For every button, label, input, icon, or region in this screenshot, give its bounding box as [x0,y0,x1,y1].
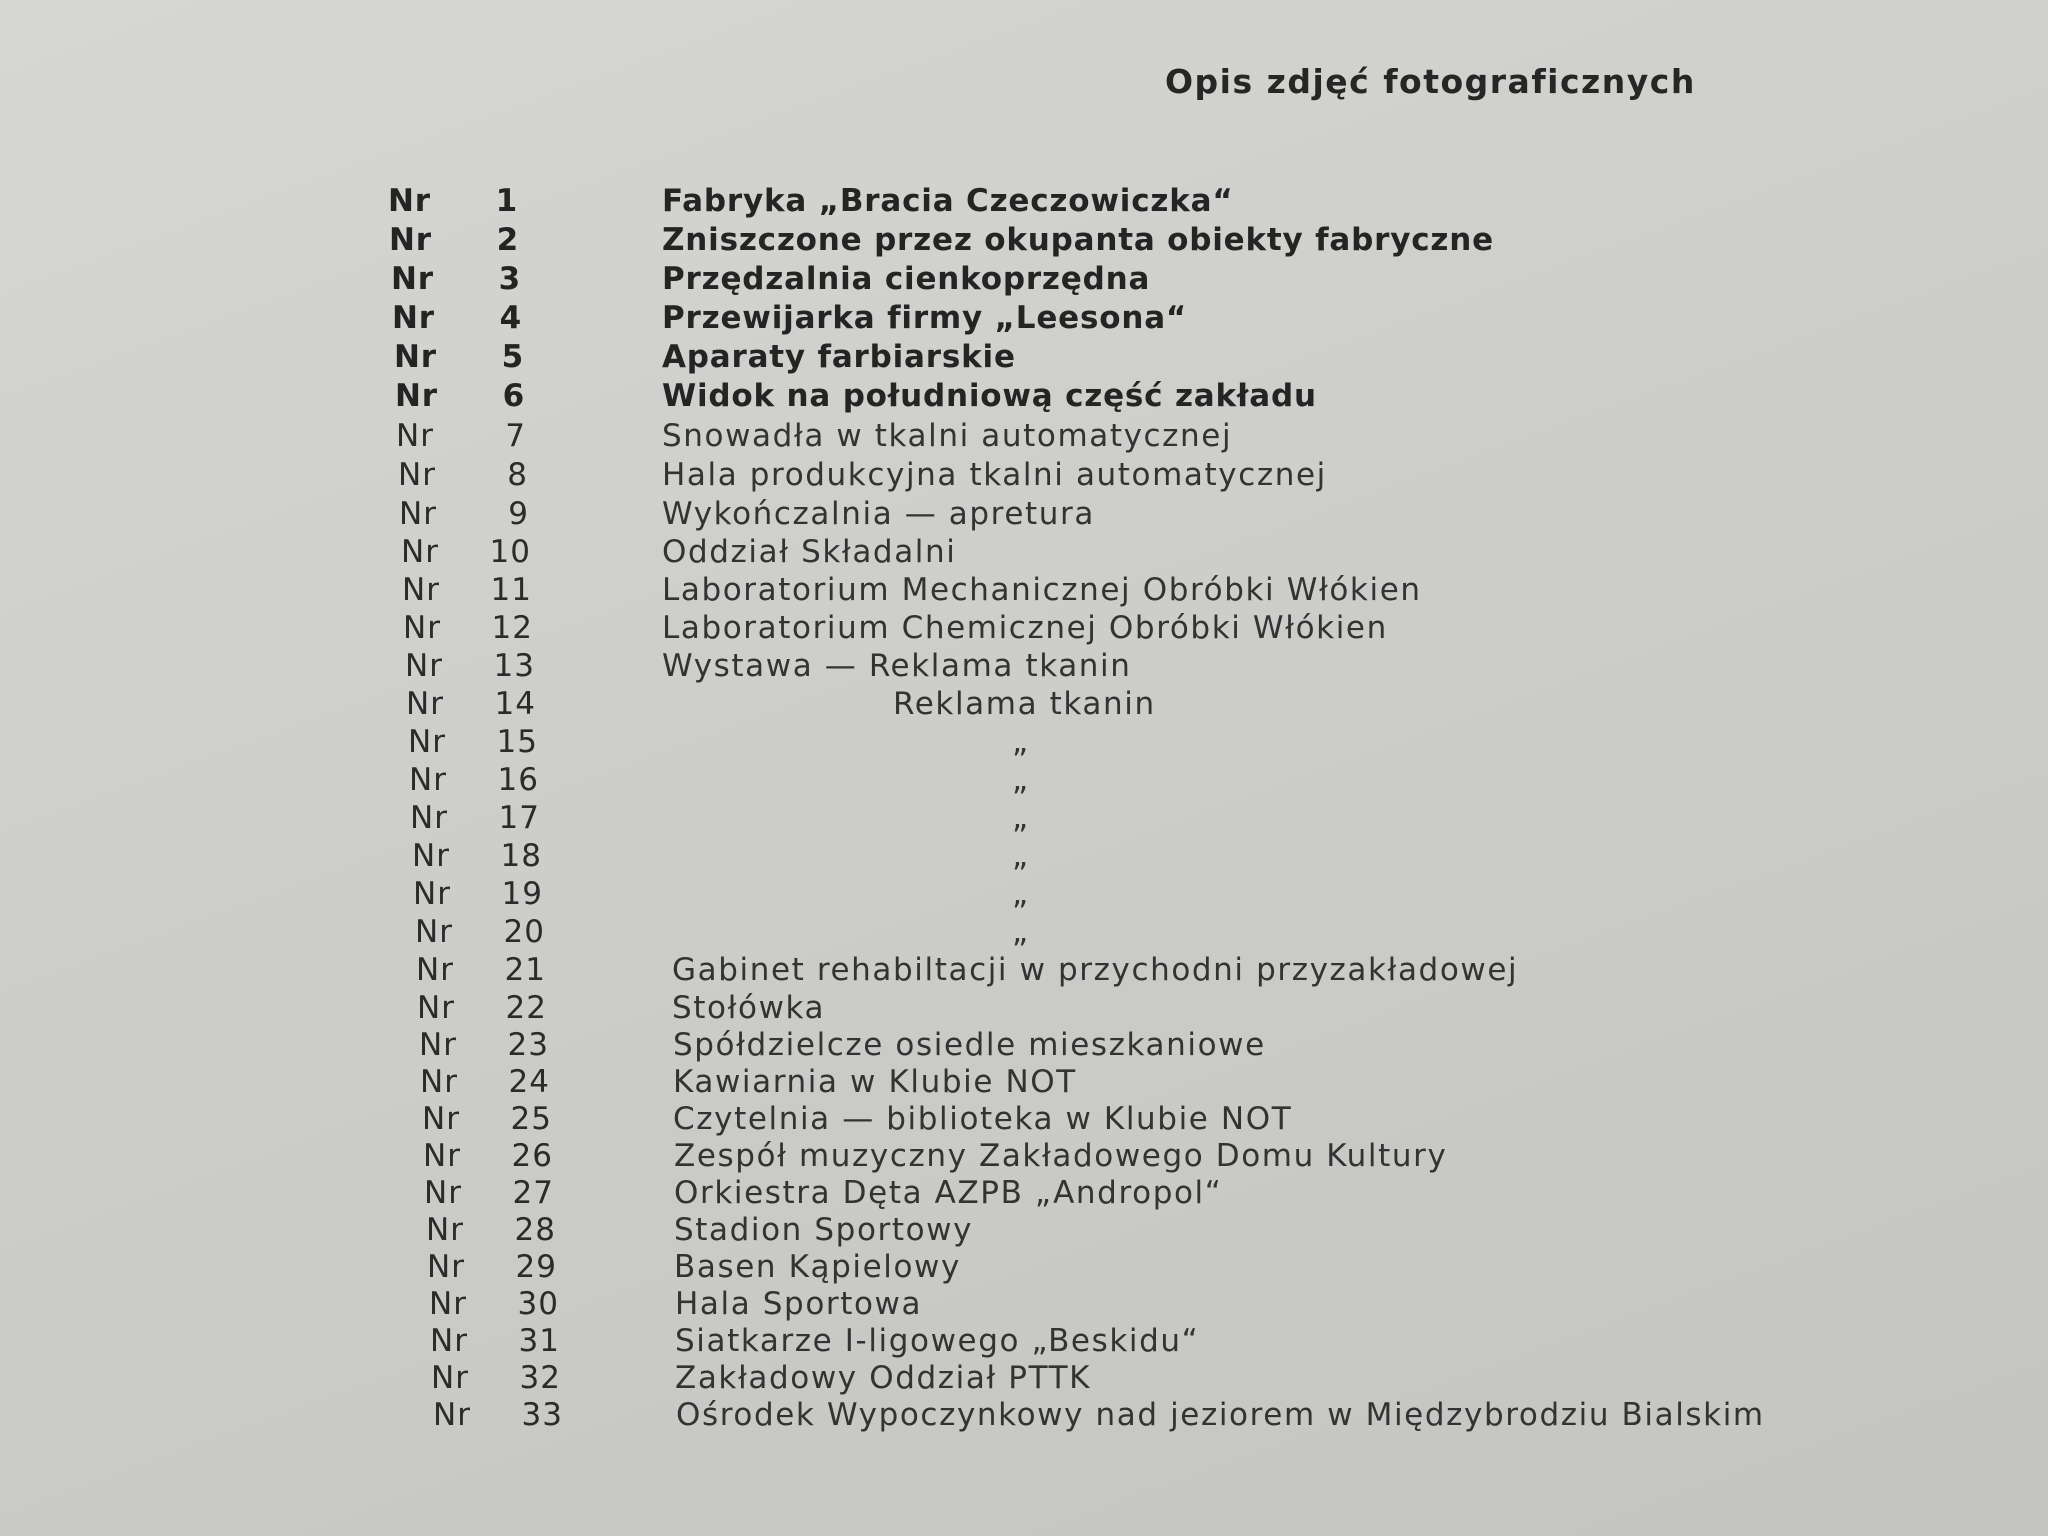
entry-description: Kawiarnia w Klubie NOT [673,1064,1077,1100]
entry-number-value: 31 [518,1323,560,1359]
entry-number-value: 6 [502,378,525,414]
entry-number [401,534,531,570]
entry-description: Przewijarka firmy „Leesona“ [662,300,1188,336]
entry-description: Hala produkcyjna tkalni automatycznej [662,457,1327,493]
entry-number [422,1101,552,1137]
entry-number-label: Nr [419,1027,457,1063]
entry-number-label: Nr [415,914,453,950]
entry-number-value: 28 [514,1212,556,1248]
entry-number-value: 8 [507,457,528,493]
entry-number-value: 26 [511,1138,553,1174]
entry-description: Reklama tkanin [893,686,1156,722]
entry-number-label: Nr [408,724,446,760]
entry-number [429,1286,559,1322]
entry-number-label: Nr [420,1064,458,1100]
entry-number-value: 29 [515,1249,557,1285]
entry-number [417,990,547,1026]
entry-number-value: 1 [495,183,518,219]
entry-number [408,724,538,760]
entry-number-value: 7 [505,418,526,454]
list-item [0,1101,2048,1139]
entry-number [419,1027,549,1063]
entry-description: Basen Kąpielowy [674,1249,961,1285]
entry-number-label: Nr [417,990,455,1026]
entry-number [391,261,521,297]
entry-number [431,1360,561,1396]
entry-description: Orkiestra Dęta AZPB „Andropol“ [674,1175,1223,1211]
entry-number [423,1138,553,1174]
entry-number-value: 19 [501,876,543,912]
entry-number-label: Nr [429,1286,467,1322]
page-title: Opis zdjęć fotograficznych [1165,62,1696,101]
entry-number-label: Nr [410,800,448,836]
entry-number [405,648,535,684]
entry-description: Spółdzielcze osiedle mieszkaniowe [673,1027,1266,1063]
entry-number-value: 12 [491,610,533,646]
entry-number-label: Nr [426,1212,464,1248]
list-item [0,952,2048,990]
list-item [0,800,2048,838]
entry-number [410,800,540,836]
entry-description: Fabryka „Bracia Czeczowiczka“ [662,183,1234,219]
entry-number [398,457,528,493]
list-item [0,610,2048,648]
entry-number [430,1323,560,1359]
list-item [0,762,2048,800]
entry-description: „ [1012,914,1030,950]
entry-number-label: Nr [433,1397,471,1433]
entry-description: „ [1012,838,1030,874]
entry-number-label: Nr [389,222,432,258]
list-item [0,686,2048,724]
entry-description: Wykończalnia — apretura [662,496,1095,532]
entry-number-value: 32 [519,1360,561,1396]
list-item [0,838,2048,876]
entry-description: Czytelnia — biblioteka w Klubie NOT [673,1101,1293,1137]
entry-number-value: 14 [494,686,536,722]
entry-description: „ [1012,876,1030,912]
list-item [0,339,2048,377]
entry-number-label: Nr [402,572,440,608]
list-item [0,876,2048,914]
list-item [0,1286,2048,1324]
entry-number [402,572,532,608]
entry-number [388,183,518,219]
entry-number-value: 13 [493,648,535,684]
list-item [0,648,2048,686]
entry-description: „ [1012,800,1030,836]
entry-number-label: Nr [423,1138,461,1174]
entry-number-label: Nr [388,183,431,219]
entry-description: „ [1012,724,1030,760]
entry-number-label: Nr [405,648,443,684]
entry-number [420,1064,550,1100]
entry-number [389,222,519,258]
entry-number-label: Nr [396,418,434,454]
entry-number-label: Nr [394,339,437,375]
entry-description: Siatkarze I-ligowego „Beskidu“ [675,1323,1200,1359]
entry-number-label: Nr [422,1101,460,1137]
entry-description: „ [1012,762,1030,798]
entry-number-label: Nr [403,610,441,646]
entry-number [392,300,522,336]
list-item [0,222,2048,260]
list-item [0,1360,2048,1398]
list-item [0,914,2048,952]
entry-number [416,952,546,988]
list-item [0,1175,2048,1213]
entry-description: Laboratorium Mechanicznej Obróbki Włókien [662,572,1422,608]
entry-number-label: Nr [413,876,451,912]
entry-number-value: 4 [499,300,522,336]
entry-number-value: 30 [517,1286,559,1322]
entry-description: Laboratorium Chemicznej Obróbki Włókien [662,610,1388,646]
entry-number-value: 33 [521,1397,563,1433]
entry-number-label: Nr [391,261,434,297]
entry-number-label: Nr [398,457,436,493]
entry-number-value: 16 [497,762,539,798]
entry-number-label: Nr [424,1175,462,1211]
entry-number-label: Nr [430,1323,468,1359]
list-item [0,1212,2048,1250]
list-item [0,183,2048,221]
entry-number-value: 11 [490,572,532,608]
entry-number-value: 17 [498,800,540,836]
entry-number-label: Nr [427,1249,465,1285]
entry-number [406,686,536,722]
entry-number-value: 9 [508,496,529,532]
list-item [0,457,2048,495]
list-item [0,378,2048,416]
entry-description: Snowadła w tkalni automatycznej [662,418,1233,454]
entry-number-label: Nr [431,1360,469,1396]
entry-number [415,914,545,950]
entry-description: Hala Sportowa [675,1286,923,1322]
entry-number-label: Nr [401,534,439,570]
entry-number-value: 20 [503,914,545,950]
entry-number [395,378,525,414]
list-item [0,1064,2048,1102]
entry-number-label: Nr [409,762,447,798]
entry-number [424,1175,554,1211]
entry-description: Zniszczone przez okupanta obiekty fabryczne [662,222,1494,258]
list-item [0,1138,2048,1176]
entry-number-value: 25 [510,1101,552,1137]
entry-number-label: Nr [392,300,435,336]
entry-number-label: Nr [406,686,444,722]
entry-number [394,339,524,375]
entry-number [403,610,533,646]
entry-number-value: 23 [507,1027,549,1063]
entry-number [433,1397,563,1433]
entry-description: Oddział Składalni [662,534,957,570]
list-item [0,534,2048,572]
entry-number-value: 10 [489,534,531,570]
entry-number-value: 2 [496,222,519,258]
list-item [0,300,2048,338]
list-item [0,496,2048,534]
entry-number-label: Nr [416,952,454,988]
entry-number-value: 27 [512,1175,554,1211]
entry-number [426,1212,556,1248]
entry-number [399,496,529,532]
entry-number-value: 3 [498,261,521,297]
list-item [0,261,2048,299]
list-item [0,418,2048,456]
entry-number-value: 5 [501,339,524,375]
entry-description: Ośrodek Wypoczynkowy nad jeziorem w Międzybrodziu Bialskim [676,1397,1765,1433]
entry-number-label: Nr [395,378,438,414]
entry-number-value: 22 [505,990,547,1026]
list-item [0,990,2048,1028]
entry-description: Stołówka [672,990,826,1026]
entry-number-label: Nr [412,838,450,874]
entry-description: Zespół muzyczny Zakładowego Domu Kultury [674,1138,1448,1174]
entry-number-value: 21 [504,952,546,988]
entry-description: Gabinet rehabiltacji w przychodni przyzakładowej [672,952,1519,988]
list-item [0,1249,2048,1287]
entry-number [409,762,539,798]
entry-description: Stadion Sportowy [674,1212,974,1248]
entry-number [396,418,526,454]
entry-number-value: 24 [508,1064,550,1100]
list-item [0,1397,2048,1435]
entry-description: Widok na południową część zakładu [662,378,1317,414]
list-item [0,572,2048,610]
entry-description: Wystawa — Reklama tkanin [662,648,1132,684]
list-item [0,1027,2048,1065]
entry-description: Przędzalnia cienkoprzędna [662,261,1151,297]
entry-description: Zakładowy Oddział PTTK [675,1360,1092,1396]
list-item [0,724,2048,762]
entry-number [412,838,542,874]
entry-number-label: Nr [399,496,437,532]
entry-number [413,876,543,912]
entry-number-value: 18 [500,838,542,874]
entry-description: Aparaty farbiarskie [662,339,1016,375]
entry-number [427,1249,557,1285]
list-item [0,1323,2048,1361]
entry-number-value: 15 [496,724,538,760]
